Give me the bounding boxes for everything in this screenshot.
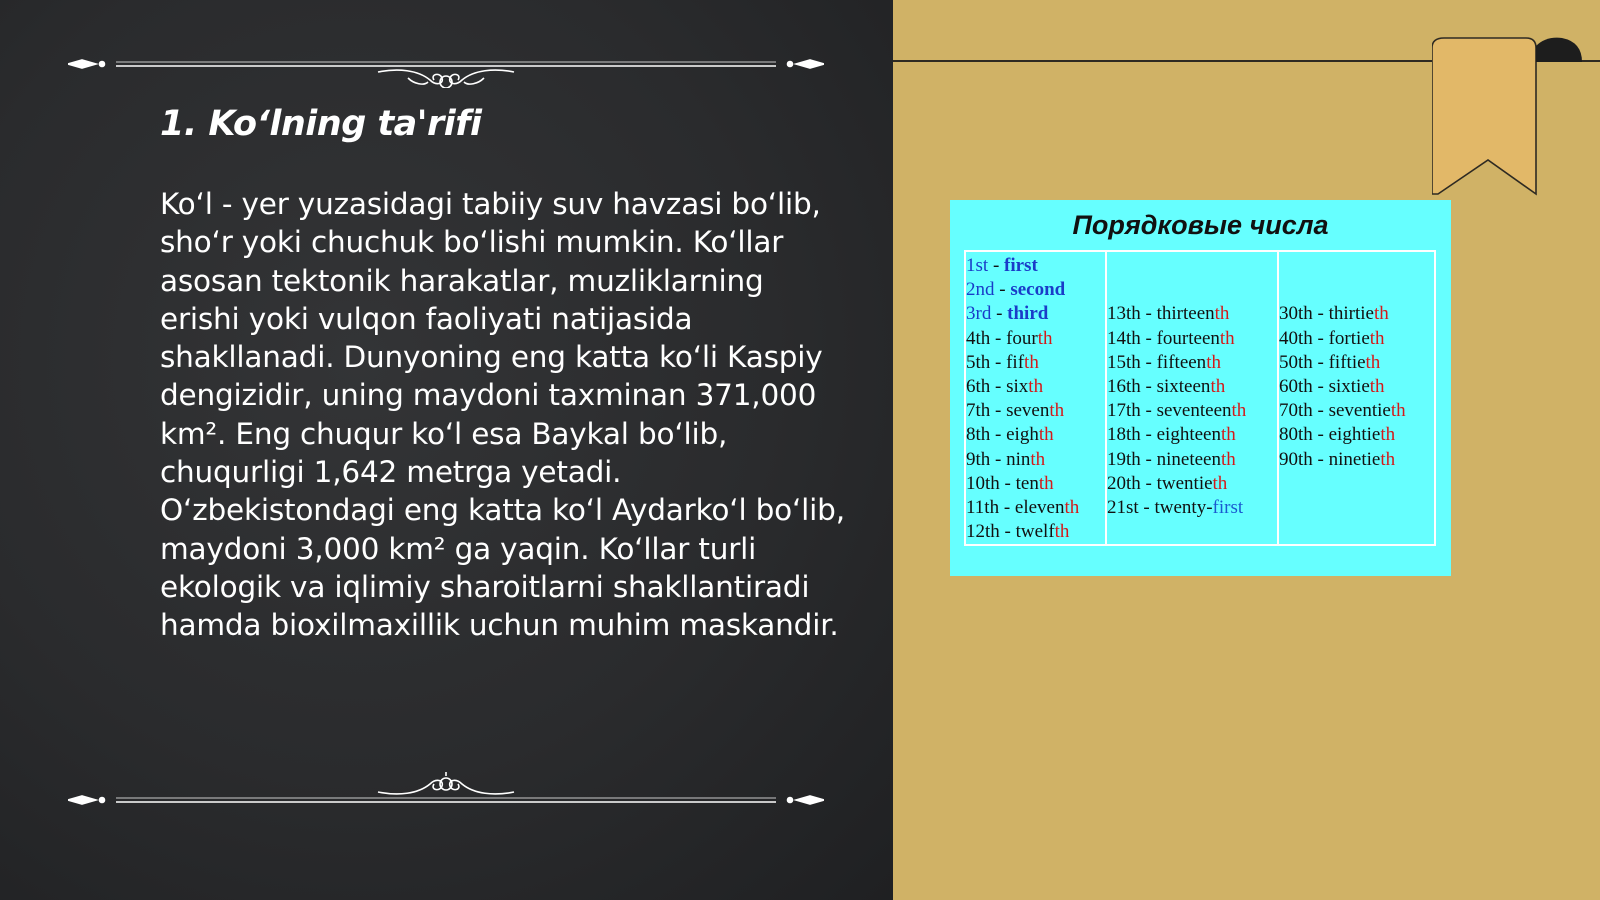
ordinal-suffix: th <box>1380 424 1396 446</box>
ordinal-word-stem: seven <box>1006 400 1050 422</box>
ordinal-suffix: th <box>1220 448 1236 470</box>
ordinal-word-stem: nin <box>1006 448 1031 470</box>
ordinal-text: 18th - eighteen <box>1107 424 1221 446</box>
ordinal-column-2 <box>1107 252 1279 544</box>
ordinal-suffix: first <box>1212 496 1244 518</box>
ordinal-word-stem: twelf <box>1015 521 1055 543</box>
ordinal-row <box>966 448 1105 472</box>
ordinal-text: 16th - sixteen <box>1107 375 1211 397</box>
ordinal-text: 90th - ninetie <box>1279 448 1381 470</box>
ordinal-word: third <box>1007 303 1049 325</box>
ordinal-suffix: th <box>1210 375 1226 397</box>
ordinal-row <box>1107 375 1277 399</box>
ordinal-row <box>1107 302 1277 326</box>
ordinal-suffix: th <box>1219 327 1235 349</box>
ordinal-separator: - <box>994 279 1011 301</box>
ordinal-suffix: th <box>1220 424 1236 446</box>
scroll-divider-icon <box>68 48 824 88</box>
ordinal-row <box>1107 351 1277 375</box>
ordinal-word-stem: fif <box>1006 351 1025 373</box>
ordinal-row <box>966 399 1105 423</box>
ordinal-row <box>966 278 1105 302</box>
ordinal-suffix: th <box>1049 400 1065 422</box>
ordinal-column-1 <box>966 252 1107 544</box>
ordinal-row <box>966 423 1105 447</box>
ordinal-number: 11th <box>966 496 1000 518</box>
ordinal-separator: - <box>990 351 1007 373</box>
ordinal-suffix: th <box>1064 496 1080 518</box>
scroll-divider-icon <box>68 772 824 812</box>
column-spacer <box>1107 254 1277 302</box>
ordinal-word-stem: six <box>1006 375 1029 397</box>
ordinal-separator: - <box>999 496 1015 518</box>
ordinal-column-3 <box>1279 252 1434 544</box>
ordinal-number: 5th <box>966 351 991 373</box>
ordinal-row <box>966 302 1105 326</box>
bookmark-ribbon-icon <box>1432 34 1582 200</box>
ordinal-suffix: th <box>1028 375 1044 397</box>
ordinal-suffix: th <box>1380 448 1396 470</box>
ordinal-separator: - <box>990 448 1007 470</box>
ordinal-text: 15th - fifteen <box>1107 351 1207 373</box>
ordinal-row <box>1279 302 1434 326</box>
card-title: Порядковые числа <box>1072 210 1329 240</box>
ordinal-suffix: th <box>1369 327 1385 349</box>
ordinal-number: 2nd <box>966 279 995 301</box>
ordinal-suffix: th <box>1054 521 1070 543</box>
ordinal-suffix: th <box>1212 472 1228 494</box>
ordinal-row <box>966 496 1105 520</box>
ordinal-number: 3rd <box>966 303 992 325</box>
ordinal-number: 1st <box>966 255 989 276</box>
ordinal-text: 13th - thirteen <box>1107 303 1215 325</box>
ordinal-row <box>1107 472 1277 496</box>
ordinal-separator: - <box>990 400 1007 422</box>
ordinal-word: first <box>1004 255 1038 276</box>
ordinal-row <box>966 375 1105 399</box>
ordinal-suffix: th <box>1038 472 1054 494</box>
ordinal-row <box>1279 448 1434 472</box>
ordinal-separator: - <box>990 375 1007 397</box>
ordinal-suffix: th <box>1214 303 1230 325</box>
ordinal-word: second <box>1010 279 1066 301</box>
ordinal-row <box>1279 327 1434 351</box>
ordinal-text: 70th - seventie <box>1279 400 1391 422</box>
ordinal-separator: - <box>990 424 1007 446</box>
ordinal-numbers-card <box>950 200 1451 576</box>
ordinal-number: 7th <box>966 400 991 422</box>
ordinal-word-stem: ten <box>1015 472 1039 494</box>
ordinal-number: 6th <box>966 375 991 397</box>
ordinal-text: 17th - seventeen <box>1107 400 1232 422</box>
ordinal-word-stem: four <box>1006 327 1038 349</box>
ordinal-suffix: th <box>1365 351 1381 373</box>
ordinal-text: 20th - twentie <box>1107 472 1213 494</box>
ordinal-row <box>966 472 1105 496</box>
ordinal-row <box>1107 496 1277 520</box>
ordinal-text: 50th - fiftie <box>1279 351 1366 373</box>
ordinal-row <box>1279 351 1434 375</box>
ordinal-word-stem: eleven <box>1014 496 1065 518</box>
ordinal-separator: - <box>990 327 1007 349</box>
ordinal-separator: - <box>999 472 1016 494</box>
ordinal-text: 60th - sixtie <box>1279 375 1370 397</box>
ordinal-row <box>966 327 1105 351</box>
ordinal-text: 19th - nineteen <box>1107 448 1221 470</box>
ordinal-number: 4th <box>966 327 991 349</box>
ordinal-separator: - <box>991 303 1008 325</box>
ordinal-row <box>1279 399 1434 423</box>
ordinal-row <box>1107 423 1277 447</box>
column-spacer <box>1279 254 1434 302</box>
ordinal-word-stem: eigh <box>1006 424 1039 446</box>
slide-title: 1. Ko‘lning ta'rifi <box>160 104 482 144</box>
ordinal-text: 21st - twenty- <box>1107 496 1213 518</box>
ordinal-row <box>1107 448 1277 472</box>
ordinal-row <box>1279 375 1434 399</box>
ordinal-row <box>966 351 1105 375</box>
ordinal-number: 8th <box>966 424 991 446</box>
slide-body-text: Ko‘l - yer yuzasidagi tabiiy suv havzasi bo‘lib, sho‘r yoki chuchuk bo‘lishi mumkin. Ko‘llar asosan tektonik harakatlar, muzliklarning erishi yoki vulqon faoliyati natijasida shakllanadi. Dunyoning eng katta ko‘li Kaspiy dengizidir, uning maydoni taxminan 371,000 km². Eng chuqur ko‘l esa Baykal bo‘lib, chuqurligi 1,642 metrga yetadi. O‘zbekistondagi eng katta ko‘l Aydarko‘l bo‘lib, maydoni 3,000 km² ga yaqin. Ko‘llar turli ekologik va iqlimiy sharoitlarni shakllantiradi hamda bioxilmaxillik uchun muhim maskandir. <box>160 187 845 643</box>
ordinal-number: 9th <box>966 448 991 470</box>
ordinal-suffix: th <box>1038 424 1054 446</box>
ordinal-suffix: th <box>1369 375 1385 397</box>
ordinal-number: 12th <box>966 521 1000 543</box>
ordinal-number: 10th <box>966 472 1000 494</box>
ordinal-row <box>1107 399 1277 423</box>
ordinal-text: 14th - fourteen <box>1107 327 1220 349</box>
ordinal-text: 40th - fortie <box>1279 327 1370 349</box>
ordinal-separator: - <box>999 521 1016 543</box>
ordinal-text: 30th - thirtie <box>1279 303 1374 325</box>
ordinal-suffix: th <box>1024 351 1039 373</box>
ordinal-row <box>966 254 1105 278</box>
ordinal-text: 80th - eightie <box>1279 424 1381 446</box>
ordinal-suffix: th <box>1037 327 1053 349</box>
ordinal-separator: - <box>988 255 1005 276</box>
ordinal-table <box>964 250 1436 546</box>
ordinal-suffix: th <box>1206 351 1221 373</box>
ordinal-suffix: th <box>1390 400 1406 422</box>
ordinal-row <box>1107 327 1277 351</box>
ordinal-row <box>966 520 1105 544</box>
ordinal-suffix: th <box>1373 303 1389 325</box>
ordinal-suffix: th <box>1231 400 1247 422</box>
ordinal-suffix: th <box>1030 448 1046 470</box>
ordinal-row <box>1279 423 1434 447</box>
